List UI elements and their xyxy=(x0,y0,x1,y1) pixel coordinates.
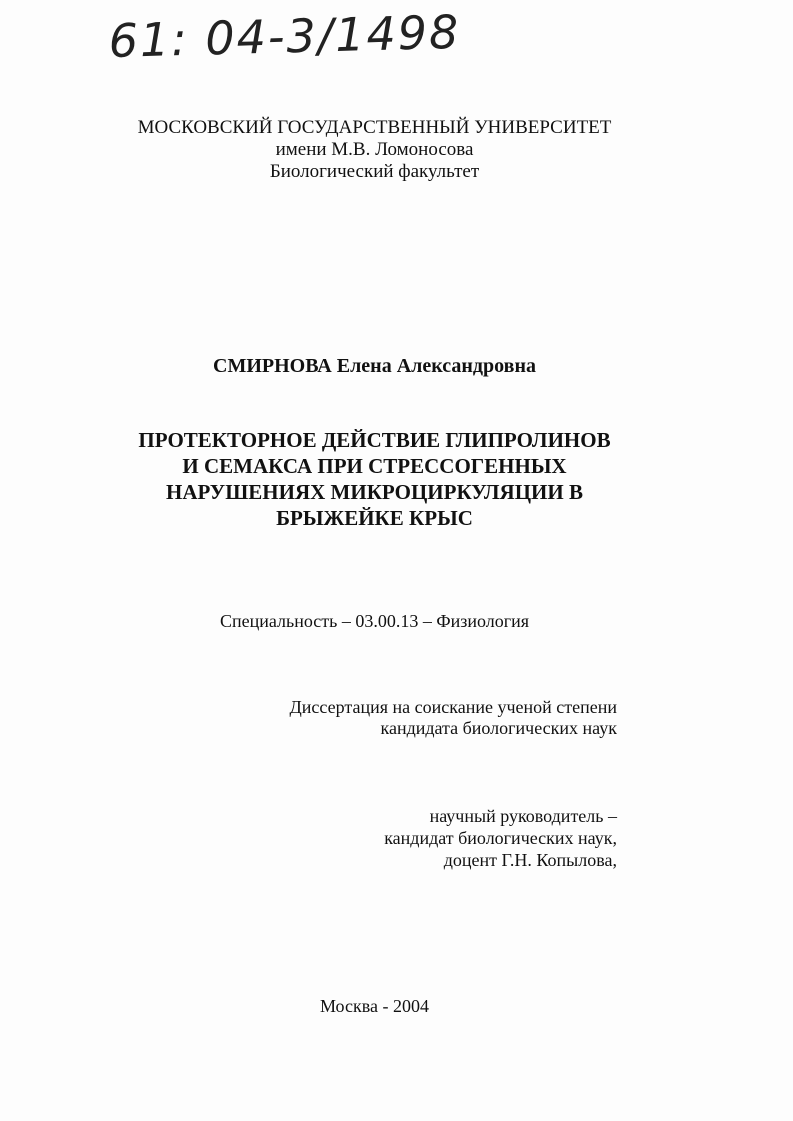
title-line: БРЫЖЕЙКЕ КРЫС xyxy=(276,506,473,530)
archive-number-handwritten: 61: 04-3/1498 xyxy=(108,4,461,68)
author-name xyxy=(0,355,771,378)
author-given-names: Елена Александровна xyxy=(336,355,536,377)
dissertation-statement xyxy=(290,697,617,739)
specialty-line: Специальность – 03.00.13 – Физиология xyxy=(219,611,529,631)
university-header xyxy=(0,117,771,183)
supervisor-line-2: кандидат биологических наук, xyxy=(384,828,617,848)
supervisor-line-3: доцент Г.Н. Копылова, xyxy=(443,850,617,870)
supervisor-block xyxy=(384,805,617,871)
title-line: И СЕМАКСА ПРИ СТРЕССОГЕННЫХ xyxy=(182,454,567,478)
faculty-name: Биологический факультет xyxy=(269,161,480,182)
university-named-after: имени М.В. Ломоносова xyxy=(275,139,474,160)
dissertation-line-2: кандидата биологических наук xyxy=(380,718,617,738)
thesis-title xyxy=(0,427,771,531)
title-line: ПРОТЕКТОРНОЕ ДЕЙСТВИЕ ГЛИПРОЛИНОВ xyxy=(138,428,611,452)
author-surname: СМИРНОВА xyxy=(213,355,332,377)
supervisor-line-1: научный руководитель – xyxy=(429,806,617,826)
dissertation-line-1: Диссертация на соискание ученой степени xyxy=(289,697,617,717)
university-name: МОСКОВСКИЙ ГОСУДАРСТВЕННЫЙ УНИВЕРСИТЕТ xyxy=(137,117,612,138)
city-year: Москва - 2004 xyxy=(320,996,429,1016)
title-line: НАРУШЕНИЯХ МИКРОЦИРКУЛЯЦИИ В xyxy=(166,480,583,504)
